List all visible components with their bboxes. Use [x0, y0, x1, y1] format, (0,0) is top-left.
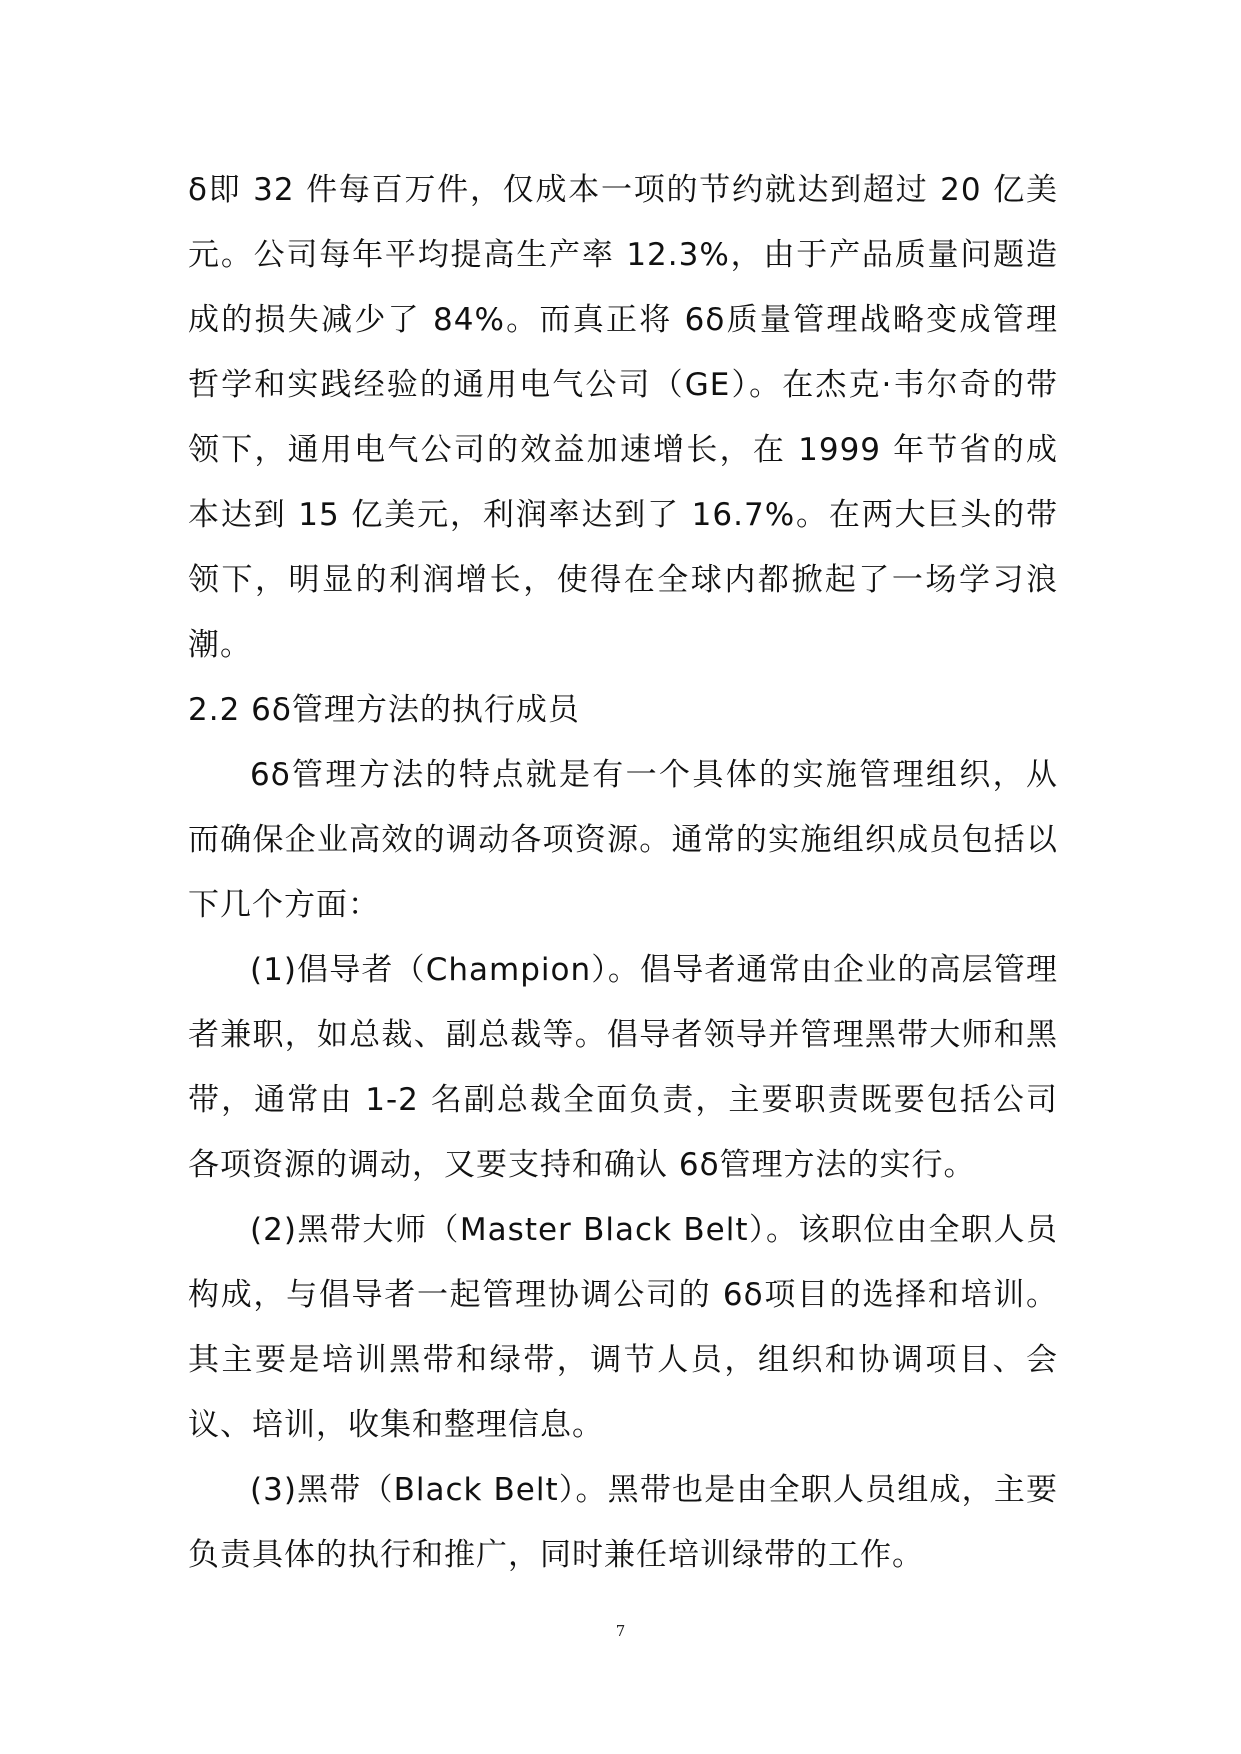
paragraph-intro: 6δ管理方法的特点就是有一个具体的实施管理组织，从而确保企业高效的调动各项资源。通常的实施组织成员包括以下几个方面： [188, 757, 1058, 923]
page-body [188, 158, 1058, 1588]
paragraph-role-champion: (1)倡导者（Champion）。倡导者通常由企业的高层管理者兼职，如总裁、副总裁等。倡导者领导并管理黑带大师和黑带，通常由 1-2 名副总裁全面负责，主要职责既要包括公司各项资源的调动，又要支持和确认 6δ管理方法的实行。 [188, 952, 1058, 1183]
paragraph-role-black-belt: (3)黑带（Black Belt）。黑带也是由全职人员组成，主要负责具体的执行和推广，同时兼任培训绿带的工作。 [188, 1472, 1058, 1573]
page-number: 7 [615, 1622, 626, 1640]
paragraph-continued: δ即 32 件每百万件，仅成本一项的节约就达到超过 20 亿美元。公司每年平均提高生产率 12.3%，由于产品质量问题造成的损失减少了 84%。而真正将 6δ质量管理战略变成管理哲学和实践经验的通用电气公司（GE）。在杰克·韦尔奇的带领下，通用电气公司的效益加速增长，在 1999 年节省的成本达到 15 亿美元，利润率达到了 16.7%。在两大巨头的带领下，明显的利润增长，使得在全球内都掀起了一场学习浪潮。 [188, 172, 1058, 663]
paragraph-role-master-black-belt: (2)黑带大师（Master Black Belt）。该职位由全职人员构成，与倡导者一起管理协调公司的 6δ项目的选择和培训。其主要是培训黑带和绿带，调节人员，组织和协调项目、会议、培训，收集和整理信息。 [188, 1212, 1058, 1443]
section-heading: 2.2 6δ管理方法的执行成员 [188, 692, 580, 728]
